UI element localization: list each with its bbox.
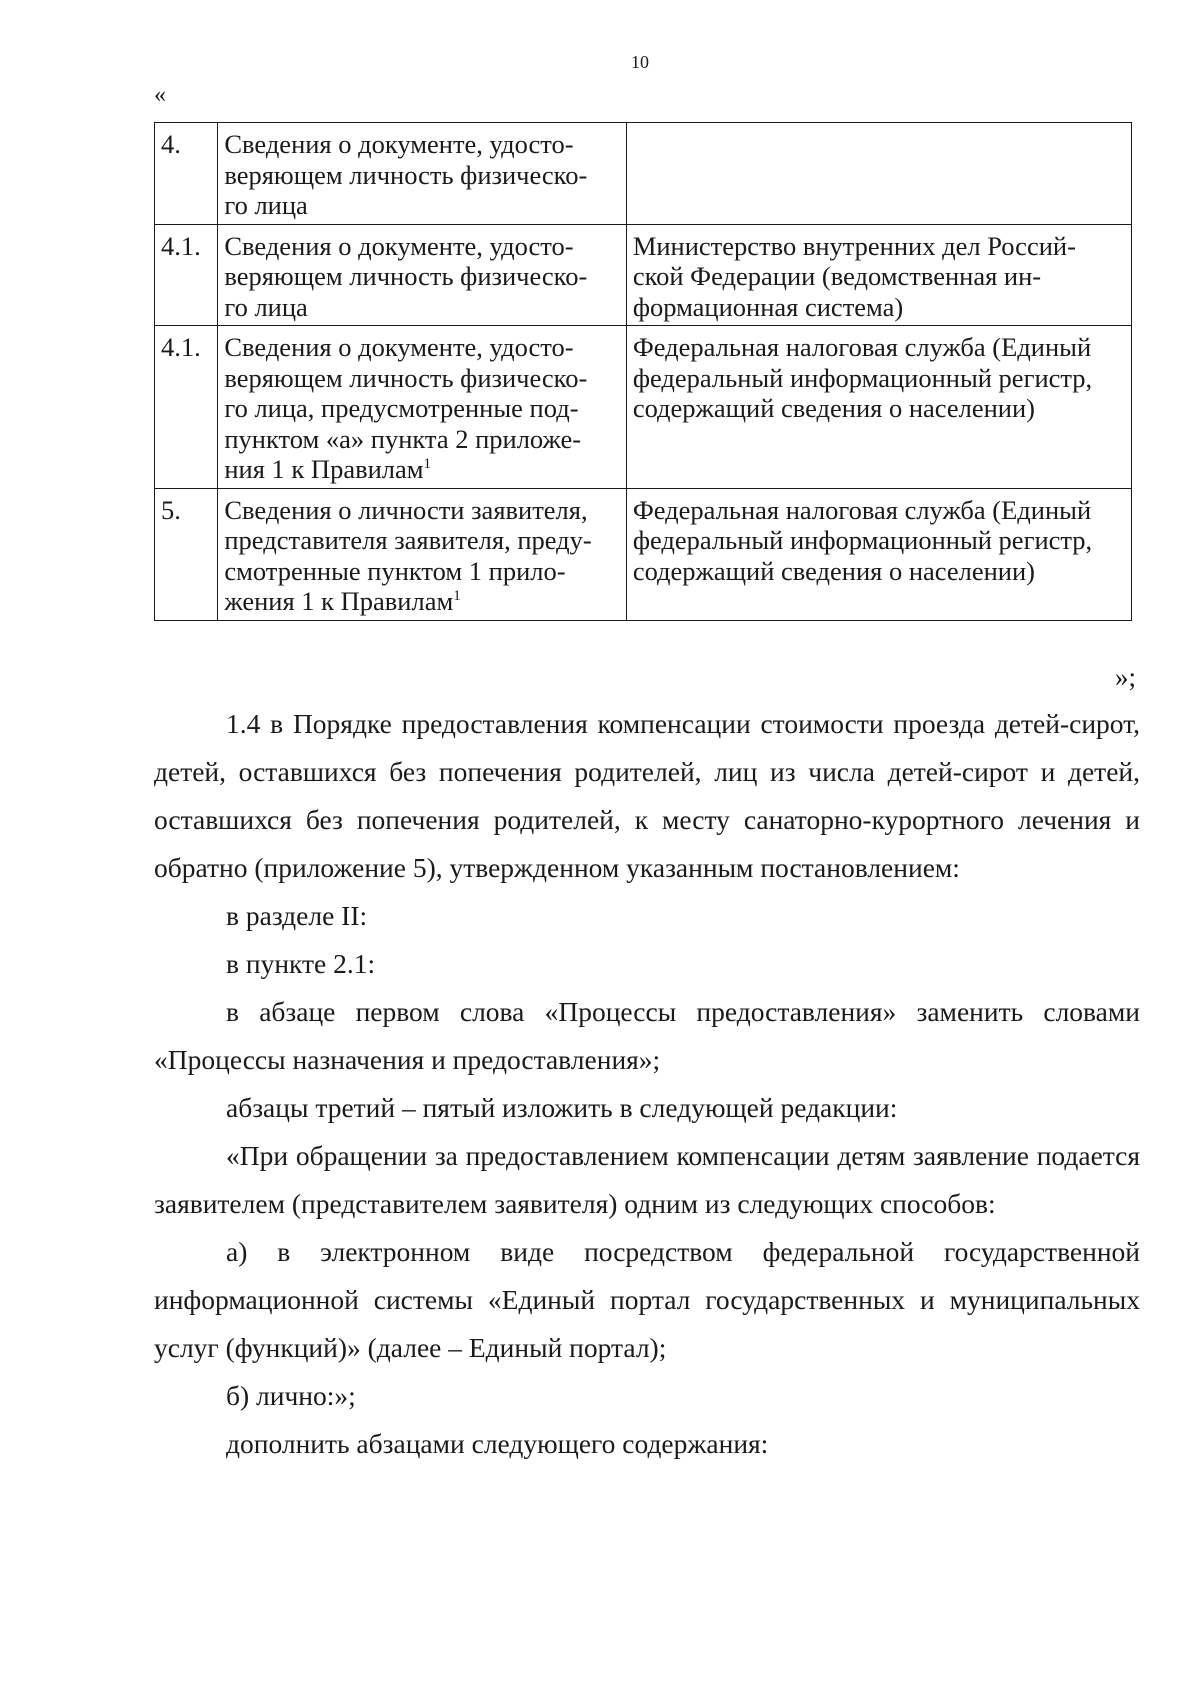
table-row (155, 224, 1132, 326)
footnote-marker: 1 (423, 456, 432, 473)
source-cell (626, 123, 1131, 225)
info-line: го лица (224, 291, 308, 322)
source-line: Федеральная налоговая служба (Единый (632, 494, 1092, 525)
paragraph: в абзаце первом слова «Процессы предоставления» заменить словами «Процессы назначения и предоставления»; (154, 996, 1140, 1075)
source-line: содержащий сведения о населении) (632, 393, 1035, 423)
info-line: веряющем личность физическо- (224, 362, 588, 393)
row-number: 4.1. (155, 326, 218, 489)
source-line: федеральный информационный регистр, (632, 525, 1093, 555)
info-line: Сведения о личности заявителя, (224, 494, 588, 525)
info-line (224, 586, 620, 617)
source-line: федеральный информационный регистр, (632, 362, 1093, 393)
body-text (154, 700, 1140, 1468)
table-row (155, 326, 1132, 489)
info-line-text: ния 1 к Правилам (224, 454, 424, 484)
source-line: формационная система) (632, 291, 904, 322)
table-row (155, 123, 1132, 225)
info-line: Сведения о документе, удосто- (224, 332, 574, 362)
info-cell (218, 123, 626, 225)
info-line (224, 454, 620, 485)
row-number: 4.1. (155, 224, 218, 326)
source-line: Федеральная налоговая служба (Единый (632, 332, 1092, 362)
source-cell (626, 326, 1131, 489)
paragraph: «При обращении за предоставлением компенсации детям заявление подается заявителем (представителем заявителя) одним из следующих способов: (154, 1140, 1140, 1219)
row-number: 4. (155, 123, 218, 225)
info-line: смотренные пунктом 1 прило- (224, 555, 566, 586)
info-cell (218, 224, 626, 326)
source-line: содержащий сведения о населении) (632, 555, 1035, 586)
paragraph: а) в электронном виде посредством федеральной государственной информационной системы «Единый портал государственных и муниципальных услуг (функций)» (далее – Единый портал); (154, 1236, 1140, 1363)
table-row (155, 488, 1132, 620)
info-line: Сведения о документе, удосто- (224, 129, 574, 159)
opening-quote-mark: « (154, 82, 166, 108)
source-line: Министерство внутренних дел Россий- (632, 230, 1076, 261)
source-cell (626, 224, 1131, 326)
page-number: 10 (631, 52, 649, 72)
info-line: представителя заявителя, преду- (224, 525, 592, 555)
paragraph: дополнить абзацами следующего содержания: (226, 1428, 769, 1459)
row-number: 5. (155, 488, 218, 620)
paragraph: в пункте 2.1: (226, 948, 376, 979)
info-line: веряющем личность физическо- (224, 159, 588, 190)
info-line: го лица, предусмотренные под- (224, 393, 579, 423)
info-line: веряющем личность физическо- (224, 261, 588, 291)
paragraph: б) лично:»; (226, 1380, 356, 1411)
source-line: ской Федерации (ведомственная ин- (632, 261, 1042, 291)
info-cell (218, 326, 626, 489)
info-line: Сведения о документе, удосто- (224, 230, 574, 261)
source-cell (626, 488, 1131, 620)
info-line: пунктом «а» пункта 2 приложе- (224, 423, 582, 454)
info-cell (218, 488, 626, 620)
footnote-marker: 1 (453, 588, 461, 605)
paragraph: в разделе II: (226, 900, 368, 931)
info-line-text: жения 1 к Правилам (224, 586, 454, 616)
info-line: го лица (224, 190, 308, 220)
closing-quote-mark: »; (1114, 662, 1136, 692)
paragraph: абзацы третий – пятый изложить в следующей редакции: (226, 1092, 898, 1123)
paragraph: 1.4 в Порядке предоставления компенсации стоимости проезда детей-сирот, детей, оставшихся без попечения родителей, лиц из числа детей-сирот и детей, оставшихся без попечения родителей, к месту санаторно-курортного лечения и обратно (приложение 5), утвержденном указанным постановлением: (154, 708, 1140, 883)
data-sources-table (154, 122, 1132, 621)
